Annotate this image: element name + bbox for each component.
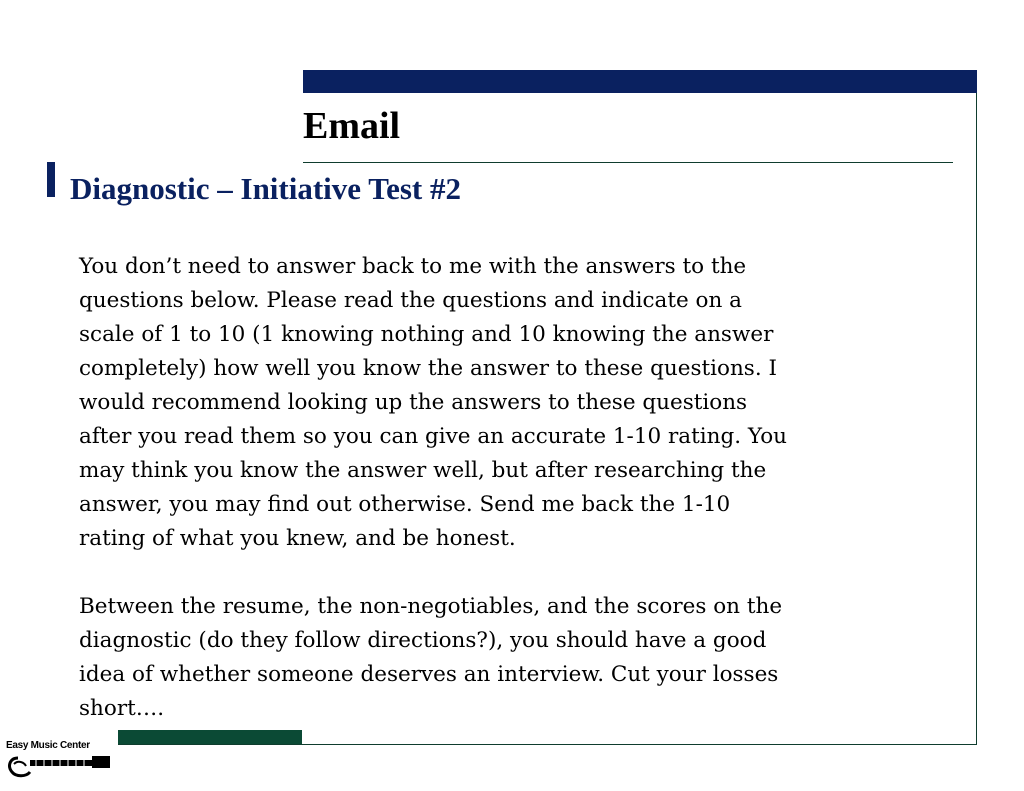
easy-music-center-logo xyxy=(4,740,116,788)
top-accent-bar xyxy=(303,70,977,93)
slide-title: Email xyxy=(303,105,401,147)
bottom-border-line xyxy=(118,744,977,745)
bottom-accent-bar xyxy=(118,730,302,744)
slide-body xyxy=(79,250,914,726)
title-underline xyxy=(303,162,953,163)
subtitle-marker xyxy=(47,162,55,197)
logo-text: Easy Music Center xyxy=(6,740,90,751)
body-paragraph-2: Between the resume, the non-negotiables, and the scores on the diagnostic (do they follow directions?), you should have a good idea of whether someone deserves an interview. Cut your losses short…. xyxy=(79,594,783,721)
right-border-line xyxy=(976,93,977,745)
slide-subtitle: Diagnostic – Initiative Test #2 xyxy=(70,171,461,206)
body-paragraph-1: You don’t need to answer back to me with the answers to the questions below. Please read the questions and indicate on a scale of 1 to 10 (1 knowing nothing and 10 knowing the answer completely) how well you know the answer to these questions. I would recommend looking up the answers to these questions after you read them so you can give an accurate 1-10 rating. You may think you know the answer well, but after researching the answer, you may find out otherwise. Send me back the 1-10 rating of what you knew, and be honest. xyxy=(79,254,788,551)
guitar-logo-icon xyxy=(4,750,116,788)
